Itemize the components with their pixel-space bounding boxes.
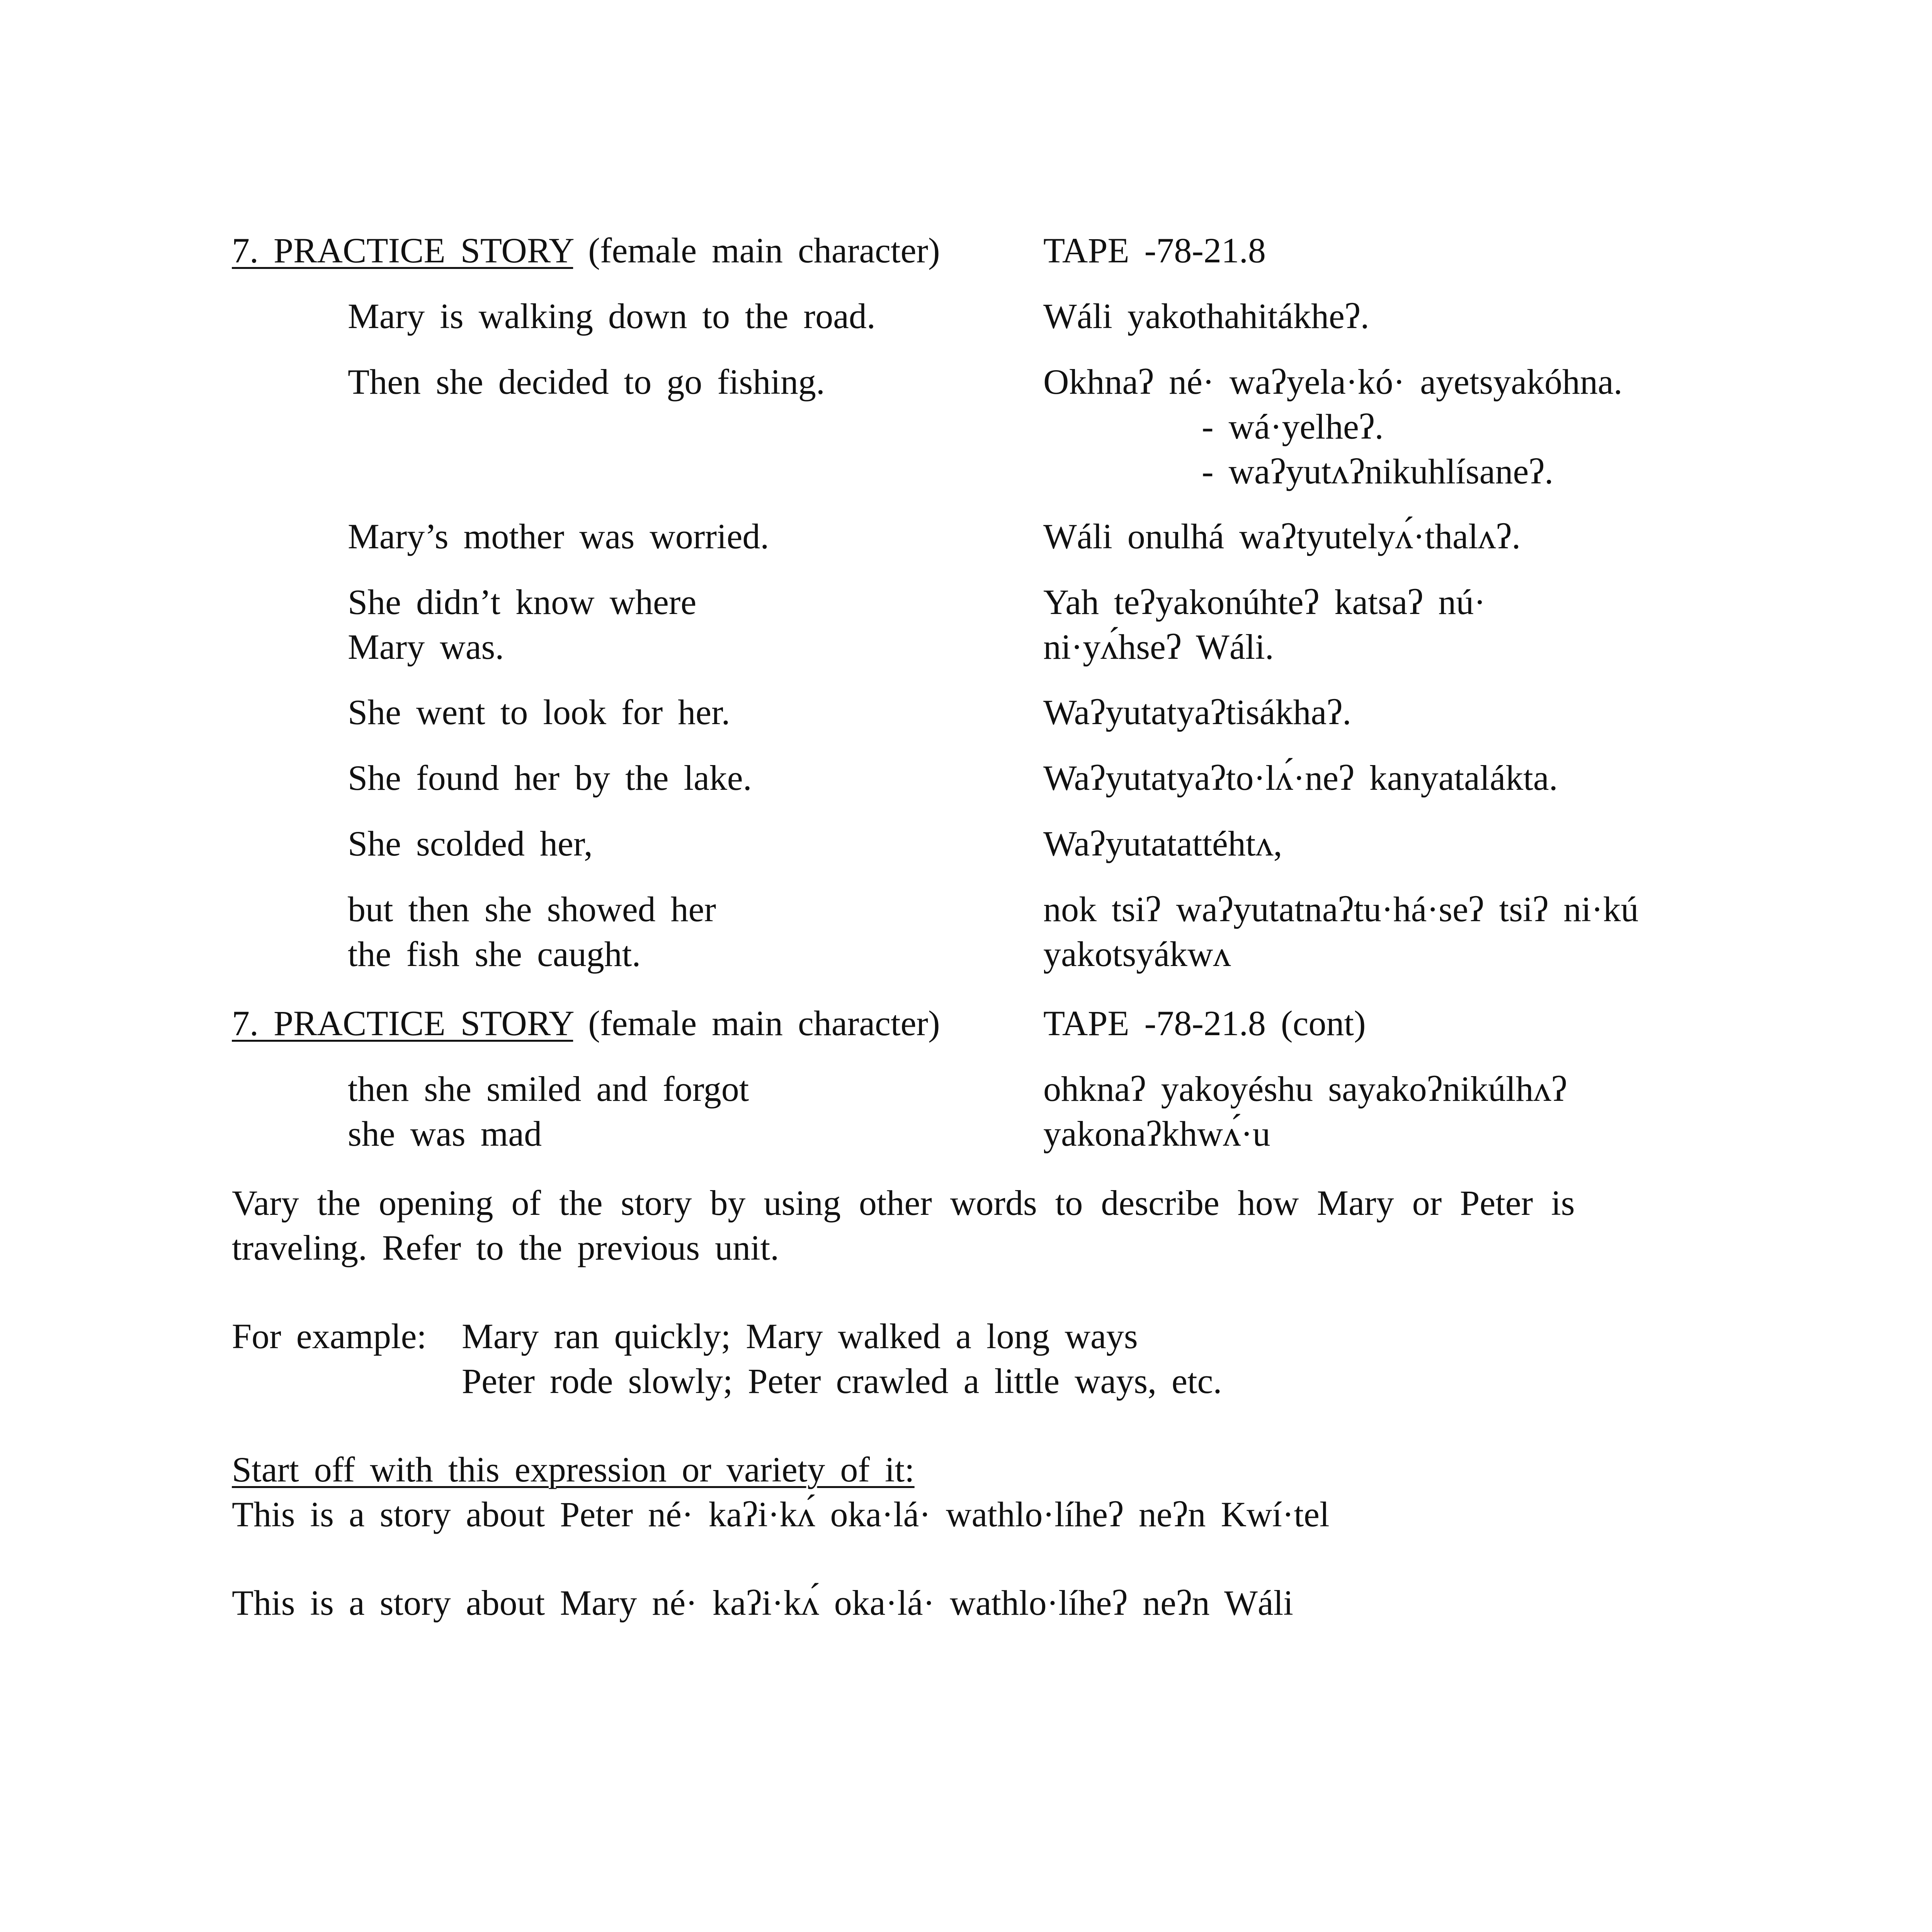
- oneida-line: ni·yʌ́hseʔ Wáli.: [1043, 627, 1274, 667]
- tape-label: TAPE -78-21.8 (cont): [1043, 1003, 1366, 1043]
- english-line: She found her by the lake.: [348, 758, 752, 798]
- expression-mary: This is a story about Mary né· kaʔi·kʌ́ oka·lá· wathlo·líheʔ neʔn Wáli: [232, 1583, 1293, 1622]
- english-line: Mary is walking down to the road.: [348, 296, 876, 336]
- oneida-line: Wáli yakothahitákheʔ.: [1043, 296, 1369, 336]
- english-line: she was mad: [348, 1114, 542, 1153]
- example-label: For example:: [232, 1316, 427, 1356]
- oneida-line: yakonaʔkhwʌ́·u: [1043, 1114, 1270, 1153]
- heading-title: 7. PRACTICE STORY: [232, 231, 573, 270]
- oneida-variant: - wá·yelheʔ.: [1202, 407, 1384, 446]
- english-line: Mary’s mother was worried.: [348, 517, 769, 556]
- oneida-line: Waʔyutatattéhtʌ,: [1043, 824, 1282, 863]
- start-heading: [232, 1447, 915, 1492]
- english-line: She went to look for her.: [348, 692, 730, 732]
- english-line: Then she decided to go fishing.: [348, 362, 825, 401]
- english-line: Mary was.: [348, 627, 504, 667]
- heading-title: 7. PRACTICE STORY: [232, 1003, 573, 1043]
- section-heading-cont: [232, 1001, 940, 1046]
- heading-note: (female main character): [588, 1003, 940, 1043]
- english-line: She scolded her,: [348, 824, 593, 863]
- example-line: Mary ran quickly; Mary walked a long ways: [462, 1316, 1138, 1356]
- oneida-variant: - waʔyutʌʔnikuhlísaneʔ.: [1202, 452, 1554, 491]
- oneida-line: yakotsyákwʌ: [1043, 934, 1231, 974]
- instruction-paragraph: Vary the opening of the story by using other words to describe how Mary or Peter is: [232, 1183, 1575, 1223]
- oneida-line: nok tsiʔ waʔyutatnaʔtu·há·seʔ tsiʔ ni·kú: [1043, 889, 1639, 929]
- oneida-line: Waʔyutatyaʔto·lʌ́·neʔ kanyatalákta.: [1043, 758, 1558, 798]
- example-line: Peter rode slowly; Peter crawled a little ways, etc.: [462, 1361, 1222, 1401]
- instruction-paragraph: traveling. Refer to the previous unit.: [232, 1228, 779, 1267]
- oneida-line: Okhnaʔ né· waʔyela·kó· ayetsyakóhna.: [1043, 362, 1622, 401]
- heading-note: (female main character): [588, 231, 940, 270]
- english-line: She didn’t know where: [348, 582, 697, 622]
- english-line: then she smiled and forgot: [348, 1069, 749, 1109]
- section-heading: [232, 228, 940, 273]
- start-heading-text: Start off with this expression or variety of it:: [232, 1450, 915, 1489]
- tape-label: TAPE -78-21.8: [1043, 231, 1266, 270]
- oneida-line: ohknaʔ yakoyéshu sayakoʔnikúlhʌʔ: [1043, 1069, 1567, 1109]
- oneida-line: Yah teʔyakonúhteʔ katsaʔ nú·: [1043, 582, 1486, 622]
- expression-peter: This is a story about Peter né· kaʔi·kʌ́ oka·lá· wathlo·líheʔ neʔn Kwí·tel: [232, 1495, 1330, 1534]
- oneida-line: Waʔyutatyaʔtisákhaʔ.: [1043, 692, 1352, 732]
- english-line: but then she showed her: [348, 889, 716, 929]
- oneida-line: Wáli onulhá waʔtyutelyʌ́·thalʌʔ.: [1043, 517, 1521, 556]
- english-line: the fish she caught.: [348, 934, 641, 974]
